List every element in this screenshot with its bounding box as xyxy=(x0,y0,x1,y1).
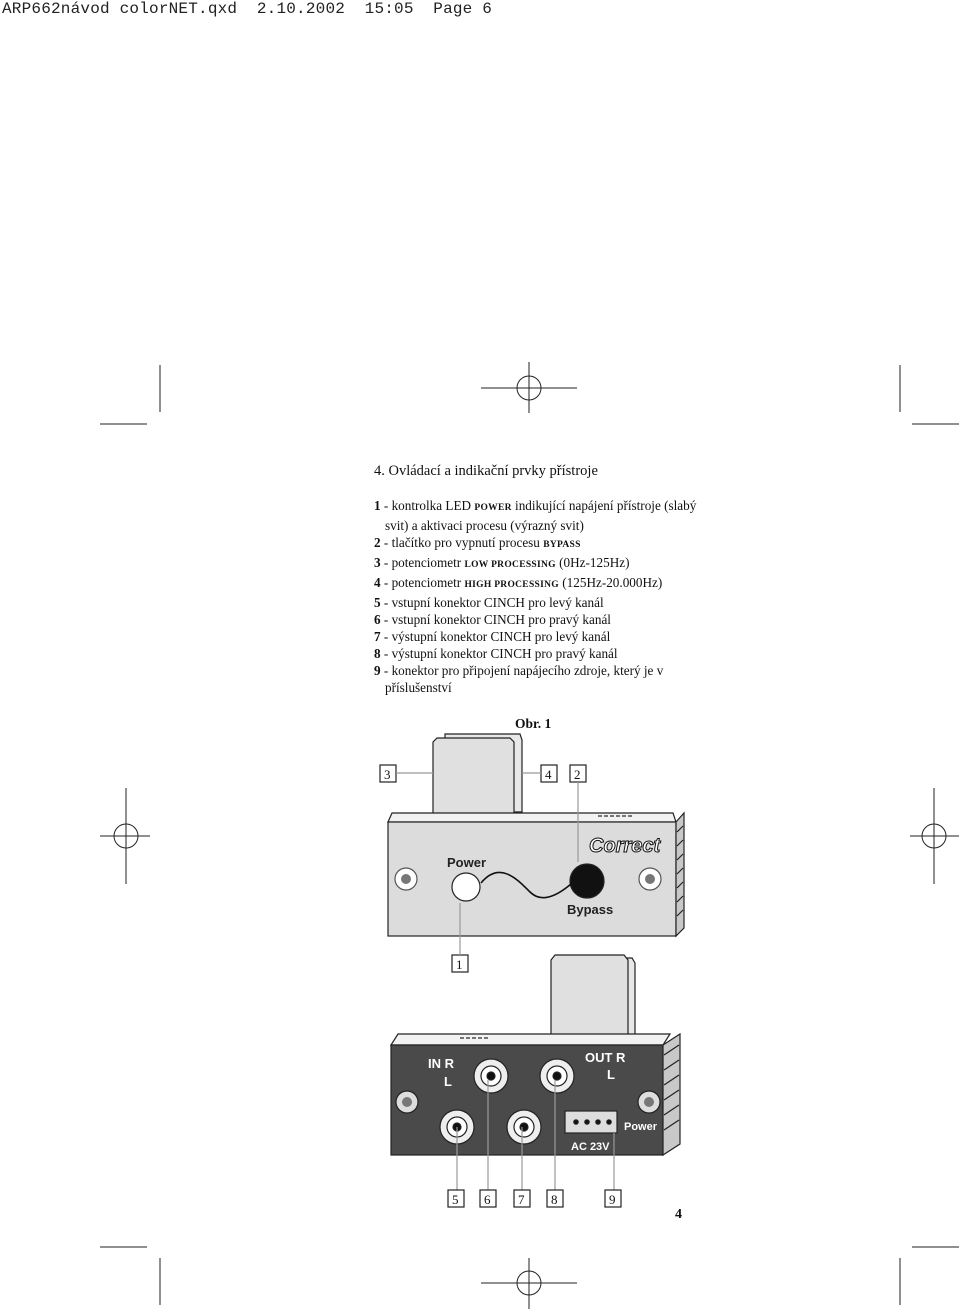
figure-label: Obr. 1 xyxy=(515,716,552,731)
bypass-button xyxy=(570,864,604,898)
callout-3: 3 xyxy=(384,767,391,782)
out-r-label: OUT R xyxy=(585,1050,626,1065)
ac-label: AC 23V xyxy=(571,1141,610,1153)
item-text: indikující napájení přístroje (slabý svit) a aktivaci procesu (výrazný svit) xyxy=(385,498,697,533)
callout-2: 2 xyxy=(574,767,581,782)
item-term: POWER xyxy=(474,503,512,513)
brand-logo: Correct xyxy=(589,835,661,857)
item-text: - potenciometr xyxy=(383,555,465,570)
item-number: 9 xyxy=(374,663,381,678)
item-text: - potenciometr xyxy=(383,575,465,590)
item-text: - tlačítko pro vypnutí procesu xyxy=(383,535,544,550)
power-led xyxy=(452,873,480,901)
rca-out-r xyxy=(540,1059,574,1093)
callout-9: 9 xyxy=(609,1192,616,1207)
item-number: 6 xyxy=(374,612,381,627)
item-text: - kontrolka LED xyxy=(383,498,475,513)
item-term: HIGH PROCESSING xyxy=(464,580,559,590)
item-text: - výstupní konektor CINCH pro levý kanál xyxy=(383,629,611,644)
item-text: (0Hz-125Hz) xyxy=(555,555,630,570)
item-number: 3 xyxy=(374,555,381,570)
rca-out-l xyxy=(507,1110,541,1144)
rca-in-r xyxy=(474,1059,508,1093)
callout-8: 8 xyxy=(551,1192,558,1207)
item-number: 4 xyxy=(374,575,381,590)
power-label: Power xyxy=(447,855,487,870)
callout-4: 4 xyxy=(545,767,552,782)
file-slug: ARP662návod colorNET.qxd 2.10.2002 15:05 Page 6 xyxy=(2,0,493,18)
out-l-label: L xyxy=(607,1067,615,1082)
low-processing-knob xyxy=(433,738,514,818)
callout-1: 1 xyxy=(456,957,463,972)
item-text: - výstupní konektor CINCH pro pravý kanál xyxy=(383,646,618,661)
item-number: 2 xyxy=(374,535,381,550)
item-text: - vstupní konektor CINCH pro levý kanál xyxy=(383,595,604,610)
item-term: LOW PROCESSING xyxy=(464,560,556,570)
in-l-label: L xyxy=(444,1074,452,1089)
item-text: - vstupní konektor CINCH pro pravý kanál xyxy=(383,612,611,627)
in-r-label: IN R xyxy=(428,1056,454,1071)
item-text: - konektor pro připojení napájecího zdroje, který je v příslušenství xyxy=(383,663,664,695)
item-text: (125Hz-20.000Hz) xyxy=(558,575,663,590)
callout-5: 5 xyxy=(452,1192,459,1207)
rear-power-label: Power xyxy=(624,1121,658,1133)
item-number: 8 xyxy=(374,646,381,661)
bypass-label: Bypass xyxy=(567,902,614,917)
item-number: 5 xyxy=(374,595,381,610)
item-number: 1 xyxy=(374,498,381,513)
page-number: 4 xyxy=(675,1207,682,1222)
section-title: 4. Ovládací a indikační prvky přístroje xyxy=(374,463,598,479)
callout-7: 7 xyxy=(518,1192,525,1207)
callout-6: 6 xyxy=(484,1192,491,1207)
item-number: 7 xyxy=(374,629,381,644)
item-term: BYPASS xyxy=(543,540,581,550)
